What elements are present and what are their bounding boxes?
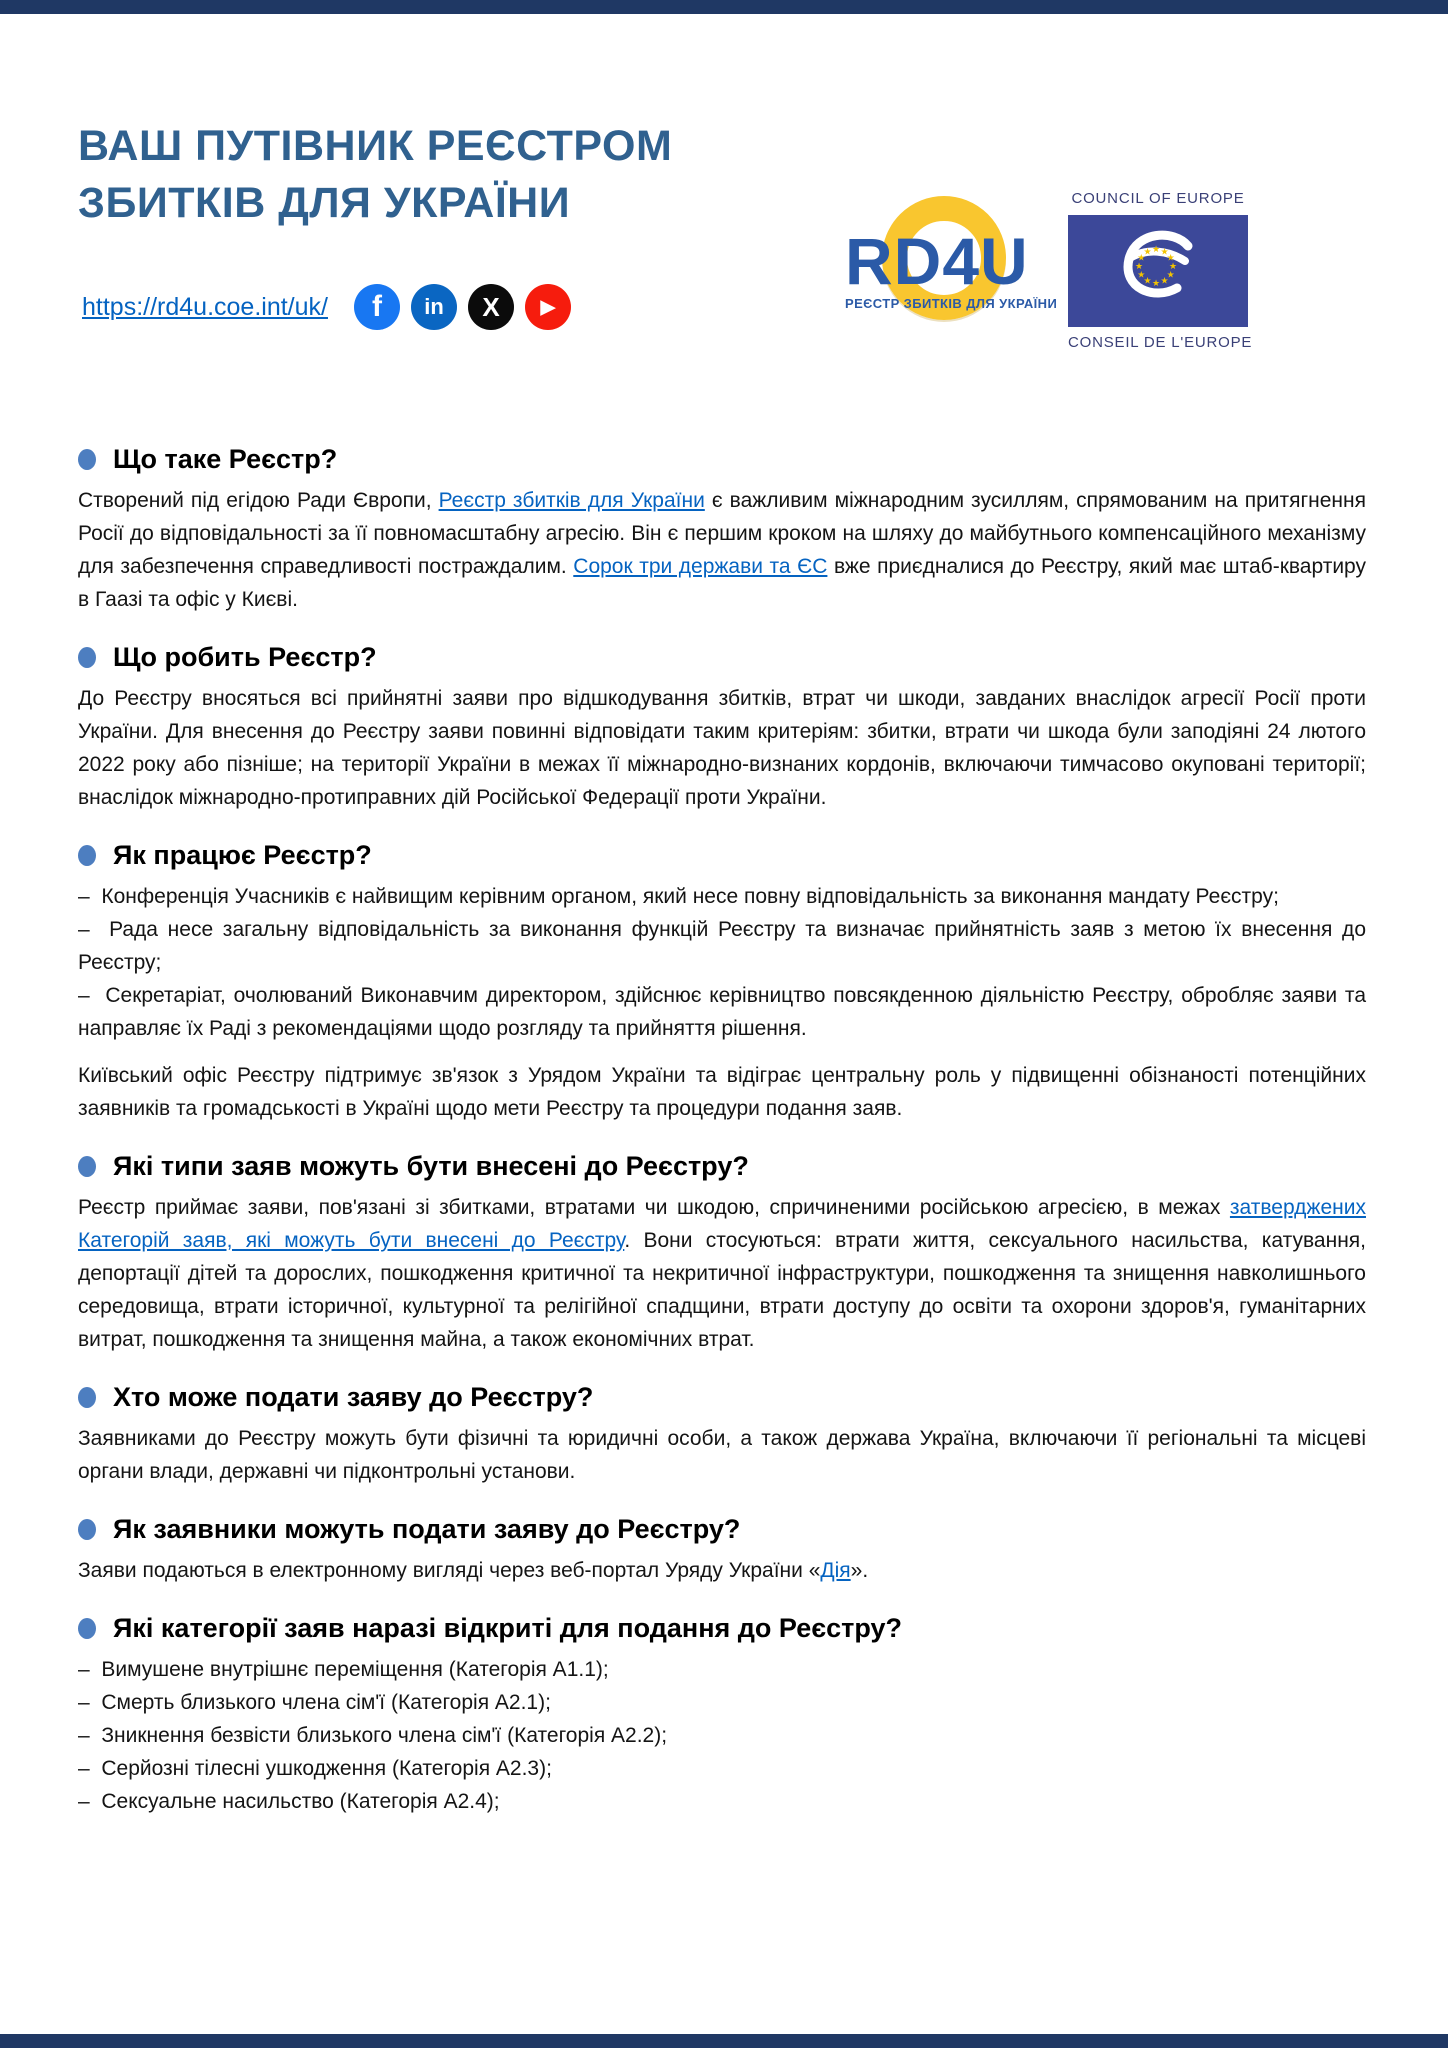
- inline-link[interactable]: Реєстр збитків для України: [438, 489, 705, 512]
- inline-link[interactable]: Сорок три держави та ЄС: [573, 555, 828, 578]
- list-item: [78, 913, 1366, 979]
- text-run: Заяви подаються в електронному вигляді через веб-портал Уряду України «: [78, 1559, 821, 1582]
- section-heading-text: Що робить Реєстр?: [113, 642, 377, 672]
- text-run: . Вони стосуються: втрати життя, сексуального насильства, катування, депортації дітей та дорослих, пошкодження критичної та некритичної інфраструктури, пошкодження та знищення навколишнього середовища, втрати історичної, культурної та релігійної спадщини, втрати доступу до освіти та охорони здоров'я, гуманітарних витрат, пошкодження та знищення майна, а також економічних втрат.: [78, 1229, 1366, 1351]
- page-title: [78, 118, 672, 232]
- list-item: [78, 1653, 1366, 1686]
- list-item: [78, 1752, 1366, 1785]
- paragraph: [78, 1554, 1366, 1587]
- svg-text:★: ★: [1137, 270, 1146, 281]
- coe-label-bottom: CONSEIL DE L'EUROPE: [1068, 334, 1253, 351]
- svg-text:★: ★: [1151, 245, 1161, 255]
- paragraph: [78, 484, 1366, 616]
- youtube-icon: ▶: [540, 296, 556, 318]
- section-heading-text: Як працює Реєстр?: [113, 840, 372, 870]
- section-heading-text: Які категорії заяв наразі відкриті для подання до Реєстру?: [113, 1613, 903, 1643]
- section: [78, 1611, 1366, 1818]
- dash-icon: –: [78, 1724, 102, 1747]
- title-line-1: ВАШ ПУТІВНИК РЕЄСТРОМ: [78, 122, 673, 170]
- text-run: Сексуальне насильство (Категорія А2.4);: [101, 1790, 500, 1813]
- svg-text:★: ★: [1134, 262, 1144, 272]
- inline-link[interactable]: затверджених Категорій заяв, які можуть бути внесені до Реєстру: [78, 1196, 1366, 1252]
- list-item: [78, 1686, 1366, 1719]
- x-icon: X: [482, 292, 500, 322]
- site-url-link[interactable]: https://rd4u.coe.int/uk/: [82, 292, 328, 321]
- svg-text:★: ★: [1168, 262, 1178, 272]
- text-run: Створений під егідою Ради Європи,: [78, 489, 439, 512]
- section-heading: [78, 1149, 1366, 1183]
- svg-text:★: ★: [1166, 253, 1175, 264]
- dash-icon: –: [78, 1790, 102, 1813]
- dash-icon: –: [78, 984, 106, 1007]
- section-heading: [78, 640, 1366, 674]
- section: [78, 1149, 1366, 1356]
- section-heading: [78, 1380, 1366, 1414]
- dash-icon: –: [78, 1757, 102, 1780]
- paragraph: [78, 1422, 1366, 1488]
- section: [78, 640, 1366, 814]
- text-run: Заявниками до Реєстру можуть бути фізичні та юридичні особи, а також держава Україна, включаючи її регіональні та місцеві органи влади, державні чи підконтрольні установи.: [78, 1427, 1366, 1483]
- coe-label-top: COUNCIL OF EUROPE: [1071, 190, 1245, 207]
- svg-text:★: ★: [1143, 276, 1152, 287]
- linkedin-icon: in: [424, 294, 444, 319]
- sections: [78, 442, 1366, 1818]
- dash-icon: –: [78, 885, 102, 908]
- svg-text:★: ★: [1151, 279, 1161, 289]
- text-run: ».: [850, 1559, 869, 1582]
- section: [78, 838, 1366, 1125]
- section-heading: [78, 838, 1366, 872]
- section: [78, 442, 1366, 616]
- council-of-europe-logo: [1068, 190, 1253, 351]
- dash-icon: –: [78, 1658, 102, 1681]
- svg-text:★: ★: [1160, 247, 1169, 258]
- link-row: [82, 284, 571, 330]
- text-run: Секретаріат, очолюваний Виконавчим директором, здійснює керівництво повсякденною діяльністю Реєстру, обробляє заяви та направляє їх Раді з рекомендаціями щодо розгляду та прийняття рішення.: [78, 984, 1366, 1040]
- svg-text:★: ★: [1137, 253, 1146, 264]
- rd4u-logo: [845, 194, 1060, 324]
- bullet-icon: [78, 647, 96, 668]
- section-heading: [78, 1611, 1366, 1645]
- text-run: вже приєдналися до Реєстру, який має штаб-квартиру в Гаазі та офіс у Києві.: [78, 555, 1366, 611]
- youtube-icon-link[interactable]: [525, 284, 571, 330]
- section-heading: [78, 1512, 1366, 1546]
- bullet-icon: [78, 1618, 96, 1639]
- bullet-icon: [78, 845, 96, 866]
- list-item: [78, 979, 1366, 1045]
- rd4u-tagline: РЕЄСТР ЗБИТКІВ ДЛЯ УКРАЇНИ: [845, 296, 1058, 311]
- bullet-icon: [78, 1519, 96, 1540]
- text-run: є важливим міжнародним зусиллям, спрямованим на притягнення Росії до відповідальності за її повномасштабну агресію. Він є першим кроком на шляху до майбутнього компенсаційного механізму для забезпечення справедливості постраждалим.: [78, 489, 1366, 578]
- paragraph: [78, 682, 1366, 814]
- text-run: До Реєстру вносяться всі прийнятні заяви про відшкодування збитків, втрат чи шкоди, завданих внаслідок агресії Росії проти України. Для внесення до Реєстру заяви повинні відповідати таким критеріям: збитки, втрати чи шкода були заподіяні 24 лютого 2022 року або пізніше; на території України в межах її міжнародно-визнаних кордонів, включаючи тимчасово окуповані території; внаслідок міжнародно-протиправних дій Російської Федерації проти України.: [78, 687, 1366, 809]
- bullet-icon: [78, 449, 96, 470]
- bullet-icon: [78, 1387, 96, 1408]
- rd4u-wordmark: RD4U: [845, 224, 1029, 298]
- facebook-icon: f: [371, 290, 382, 323]
- coe-emblem-icon: [1068, 215, 1248, 327]
- section-heading: [78, 442, 1366, 476]
- text-run: Реєстр приймає заяви, пов'язані зі збитками, втратами чи шкодою, спричиненими російською агресією, в межах: [78, 1196, 1230, 1219]
- inline-link[interactable]: Дія: [820, 1559, 851, 1582]
- svg-text:★: ★: [1160, 276, 1169, 287]
- list-item: [78, 880, 1366, 913]
- svg-text:★: ★: [1166, 270, 1175, 281]
- social-icons: [354, 284, 571, 330]
- section: [78, 1380, 1366, 1488]
- paragraph: [78, 1191, 1366, 1356]
- section: [78, 1512, 1366, 1587]
- list-item: [78, 1719, 1366, 1752]
- section-heading-text: Як заявники можуть подати заяву до Реєстру?: [113, 1514, 741, 1544]
- bullet-icon: [78, 1156, 96, 1177]
- text-run: Київський офіс Реєстру підтримує зв'язок з Урядом України та відіграє центральну роль у підвищенні обізнаності потенційних заявників та громадськості в Україні щодо мети Реєстру та процедури подання заяв.: [78, 1064, 1366, 1120]
- facebook-icon-link[interactable]: [354, 284, 400, 330]
- svg-text:★: ★: [1143, 247, 1152, 258]
- title-line-2: ЗБИТКІВ ДЛЯ УКРАЇНИ: [78, 179, 571, 227]
- text-run: Смерть близького члена сім'ї (Категорія А2.1);: [101, 1691, 551, 1714]
- x-icon-link[interactable]: [468, 284, 514, 330]
- text-run: Серйозні тілесні ушкодження (Категорія А2.3);: [101, 1757, 552, 1780]
- text-run: Зникнення безвісти близького члена сім'ї (Категорія А2.2);: [101, 1724, 668, 1747]
- dash-icon: –: [78, 1691, 102, 1714]
- text-run: Рада несе загальну відповідальність за виконання функцій Реєстру та визначає прийнятність заяв з метою їх внесення до Реєстру;: [78, 918, 1366, 974]
- top-border-bar: [0, 0, 1448, 14]
- bottom-border-bar: [0, 2034, 1448, 2048]
- dash-icon: –: [78, 918, 110, 941]
- list-item: [78, 1785, 1366, 1818]
- linkedin-icon-link[interactable]: [411, 284, 457, 330]
- section-heading-text: Хто може подати заяву до Реєстру?: [113, 1382, 594, 1412]
- section-heading-text: Що таке Реєстр?: [113, 444, 338, 474]
- section-heading-text: Які типи заяв можуть бути внесені до Реєстру?: [113, 1151, 749, 1181]
- text-run: Конференція Учасників є найвищим керівним органом, який несе повну відповідальність за виконання мандату Реєстру;: [101, 885, 1279, 908]
- text-run: Вимушене внутрішнє переміщення (Категорія А1.1);: [101, 1658, 609, 1681]
- paragraph: [78, 1059, 1366, 1125]
